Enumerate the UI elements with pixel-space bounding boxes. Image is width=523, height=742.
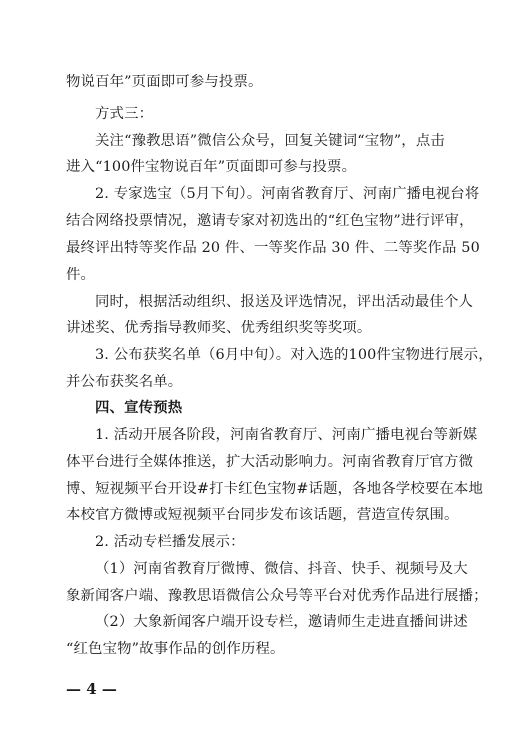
text-line: 物说百年”页面即可参与投票。 (66, 74, 263, 90)
text-line: （1）河南省教育厅微博、微信、抖音、快手、视频号及大 (95, 561, 468, 577)
text-line: 本校官方微博或短视频平台同步发布该话题，营造宣传氛围。 (66, 507, 459, 523)
text-line: 最终评出特等奖作品 20 件、一等奖作品 30 件、二等奖作品 50 (66, 240, 480, 256)
text-line: 2. 活动专栏播发展示： (95, 534, 245, 550)
text-line: 3. 公布获奖名单（6月中旬）。对入选的100件宝物进行展示， (95, 347, 493, 363)
text-line: 1. 活动开展各阶段，河南省教育厅、河南广播电视台等新媒 (95, 427, 478, 443)
text-line: 博、短视频平台开设#打卡红色宝物#话题，各地各学校要在本地 (66, 481, 484, 497)
text-line: 同时，根据活动组织、报送及评选情况，评出活动最佳个人 (95, 294, 474, 310)
text-line: 件。 (66, 267, 96, 283)
text-line: 象新闻客户端、豫教思语微信公众号等平台对优秀作品进行展播； (66, 588, 488, 604)
text-line: “红色宝物”故事作品的创作历程。 (66, 641, 285, 657)
text-line: （2）大象新闻客户端开设专栏，邀请师生走进直播间讲述 (95, 614, 468, 630)
page-number: — 4 — (66, 680, 117, 698)
text-line: 进入“100件宝物说百年”页面即可参与投票。 (66, 159, 357, 175)
text-line: 体平台进行全媒体推送，扩大活动影响力。河南省教育厅官方微 (66, 454, 474, 470)
text-line: 2. 专家选宝（5月下旬）。河南省教育厅、河南广播电视台将 (95, 186, 480, 202)
text-line: 方式三： (95, 106, 154, 122)
text-line: 并公布获奖名单。 (66, 374, 183, 390)
text-line: 讲述奖、优秀指导教师奖、优秀组织奖等奖项。 (66, 320, 372, 336)
text-line: 关注“豫教思语”微信公众号，回复关键词“宝物”，点击 (95, 133, 445, 149)
section-heading: 四、宣传预热 (95, 399, 183, 416)
text-line: 结合网络投票情况，邀请专家对初选出的“红色宝物”进行评审， (66, 213, 474, 229)
